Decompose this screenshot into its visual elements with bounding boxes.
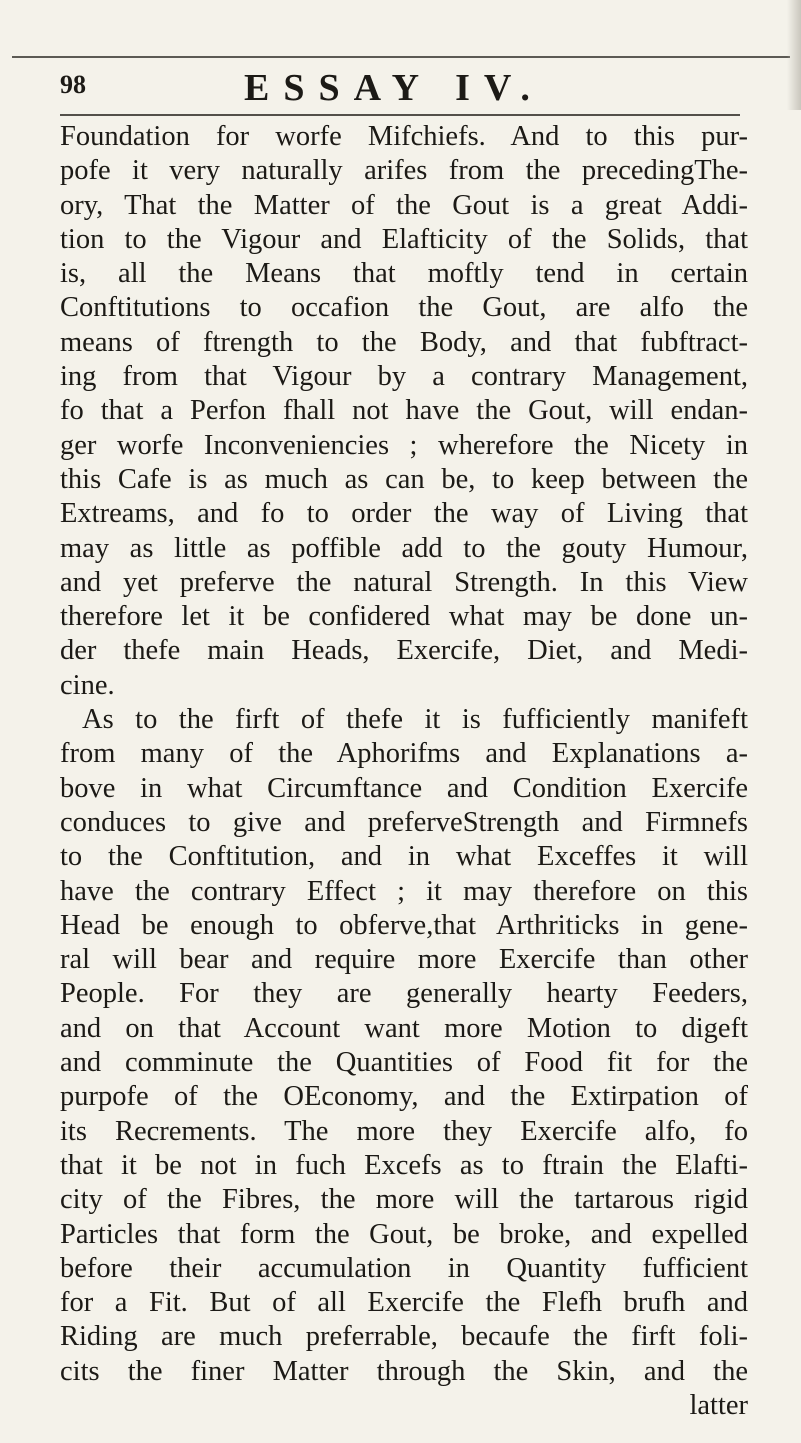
text-line: People. For they are generally hearty Feeders, — [60, 978, 748, 1010]
text-line: Extreams, and fo to order the way of Living that — [60, 498, 748, 530]
text-line: and comminute the Quantities of Food fit for the — [60, 1047, 748, 1079]
text-line: ory, That the Matter of the Gout is a great Addi- — [60, 189, 748, 221]
page-edge-shadow — [787, 0, 801, 110]
text-line: for a Fit. But of all Exercife the Flefh brufh and — [60, 1287, 748, 1319]
text-line: and on that Account want more Motion to digeft — [60, 1012, 748, 1044]
text-line: bove in what Circumftance and Condition Exercife — [60, 772, 748, 804]
text-line: from many of the Aphorifms and Explanations a- — [60, 738, 748, 770]
text-line: city of the Fibres, the more will the tartarous rigid — [60, 1184, 748, 1216]
running-head: ESSAY IV. — [244, 67, 544, 109]
text-line: Particles that form the Gout, be broke, and expelled — [60, 1218, 748, 1250]
text-line: purpofe of the OEconomy, and the Extirpation of — [60, 1081, 748, 1113]
text-line: is, all the Means that moftly tend in certain — [60, 258, 748, 290]
text-line: cits the finer Matter through the Skin, and the — [60, 1355, 748, 1387]
text-line: Conftitutions to occafion the Gout, are alfo the — [60, 292, 748, 324]
text-line: and yet preferve the natural Strength. In this View — [60, 566, 748, 598]
header-rule — [60, 114, 740, 116]
text-line: this Cafe is as much as can be, to keep between the — [60, 463, 748, 495]
text-line: that it be not in fuch Excefs as to ftrain the Elafti- — [60, 1149, 748, 1181]
text-line: conduces to give and preferveStrength and Firmnefs — [60, 806, 748, 838]
text-line: have the contrary Effect ; it may therefore on this — [60, 875, 748, 907]
page-number: 98 — [60, 70, 86, 99]
text-line: Riding are much preferrable, becaufe the firft foli- — [60, 1321, 748, 1353]
page-header — [56, 64, 756, 110]
text-line: der thefe main Heads, Exercife, Diet, and Medi- — [60, 635, 748, 667]
text-line: tion to the Vigour and Elafticity of the Solids, that — [60, 223, 748, 255]
text-line: its Recrements. The more they Exercife alfo, fo — [60, 1115, 748, 1147]
text-line: therefore let it be confidered what may be done un- — [60, 601, 748, 633]
text-line: ing from that Vigour by a contrary Management, — [60, 361, 748, 393]
text-line: means of ftrength to the Body, and that fubftract- — [60, 326, 748, 358]
paragraph-start-line: As to the firft of thefe it is fufficiently manifeft — [82, 704, 748, 736]
text-line: cine. — [60, 669, 115, 701]
text-line: pofe it very naturally arifes from the precedingThe- — [60, 155, 748, 187]
text-line: before their accumulation in Quantity fufficient — [60, 1252, 748, 1284]
catchword: latter — [689, 1389, 748, 1421]
text-line: to the Conftitution, and in what Exceffes it will — [60, 841, 748, 873]
body-text — [60, 120, 748, 1423]
text-line: fo that a Perfon fhall not have the Gout, will endan- — [60, 395, 748, 427]
text-line: ral will bear and require more Exercife than other — [60, 944, 748, 976]
text-line: ger worfe Inconveniencies ; wherefore the Nicety in — [60, 429, 748, 461]
text-line: Head be enough to obferve,that Arthriticks in gene- — [60, 909, 748, 941]
text-line: Foundation for worfe Mifchiefs. And to this pur- — [60, 121, 748, 152]
top-border-line — [12, 56, 790, 58]
text-line: may as little as poffible add to the gouty Humour, — [60, 532, 748, 564]
